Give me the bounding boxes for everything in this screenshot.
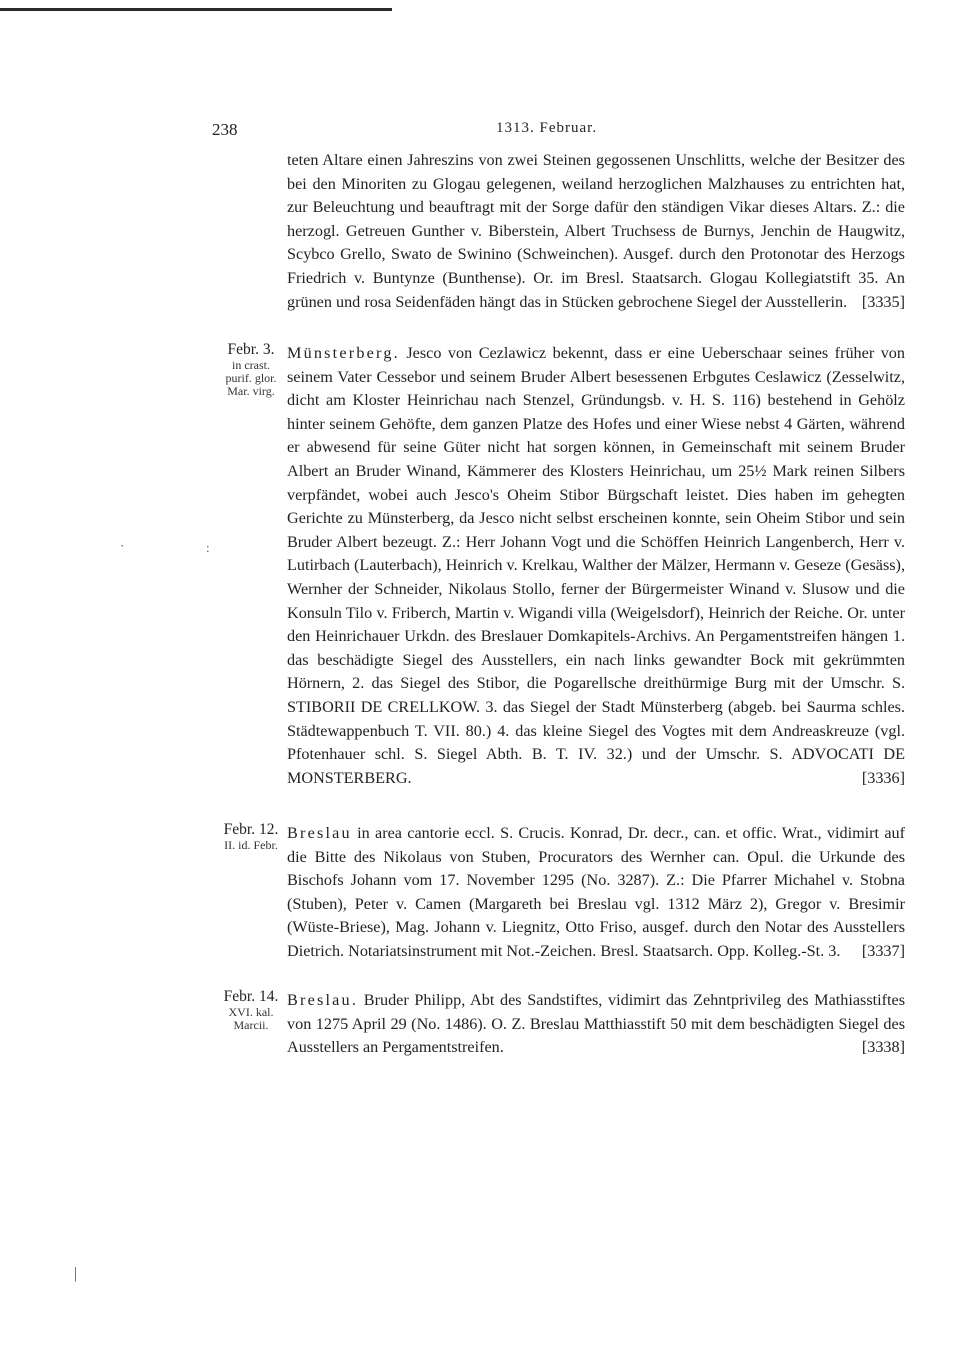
margin-date	[215, 822, 287, 852]
margin-note: Marcii.	[233, 1017, 269, 1032]
margin-note: in crast.	[232, 357, 270, 372]
scan-mark: |	[74, 1265, 78, 1282]
entry-body: Jesco von Cezlawicz bekennt, dass er eine Ueberschaar seines früher von seinem Vater Cessebor und seinem Bruder Albert besessenen Erbgutes Ceslawicz (Zesselwitz, dicht am Kloster Heinrichau nach Stenzel, Gründungsb. v. H. S. 116) bestehend in Gehölz hinter seinem Gehöfte, dem ganzen Platze des Hofes und einer Wiese nebst 4 Gärten, während er abwesend für seine Güter nicht hat sorgen können, in Gemeinschaft mit seinem Bruder Albert an Bruder Winand, Kämmerer des Klosters Heinrichau, um 25½ Mark reinen Silbers verpfändet, wobei auch Jesco's Oheim Stibor Bürgschaft leistet. Dies haben im gehegten Gerichte zu Münsterberg, da Jesco nicht selbst erscheinen konnte, sein Oheim Stibor und sein Bruder Albert bezeugt. Z.: Herr Johann Vogt und die Schöffen Heinrich Langenberch, Herr v. Lutirbach (Lauterbach), Heinrich v. Krelkau, Walther der Mälzer, Hermann v. Geseze (Gesäss), Wernher der Schneider, Nikolaus Stollo, ferner der Bürgermeister Winand v. Slusow und die Konsuln Tilo v. Friberch, Martin v. Wigandi villa (Weigelsdorf), Heinrich der Reiche. Or. unter den Heinrichauer Urkdn. des Breslauer Domkapitels-Archivs. An Pergamentstreifen hängen 1. das beschädigte Siegel des Ausstellers, ein nach links gewandter Bock mit gekrümmten Hörnern, 2. das Siegel des Stibor, die Pogarellsche dreithürmige Burg mit der Umschr. S. STIBORII DE CRELLKOW. 3. das Siegel der Stadt Münsterberg (abgeb. bei Saurma schles. Städtewappenbuch T. VII. 80.) 4. das kleine Siegel des Vogtes mit dem Andreaskreuze (vgl. Pfotenhauer schl. S. Siegel Abth. B. T. IV. 32.) und der Umschr. S. ADVOCATI DE MONSTERBERG.	[287, 344, 905, 787]
margin-note: II. id. Febr.	[224, 837, 278, 852]
entry-3338	[215, 989, 905, 1060]
entry-body: Bruder Philipp, Abt des Sandstiftes, vidimirt das Zehntprivileg des Mathiasstiftes von 1275 April 29 (No. 1486). O. Z. Breslau Matthiasstift 50 mit dem beschädigten Siegel des Ausstellers an Pergamentstreifen.	[287, 991, 905, 1057]
entry-text	[287, 342, 905, 790]
entry-3337	[215, 822, 905, 964]
continuation-text: teten Altare einen Jahreszins von zwei Steinen gegossenen Unschlitts, welche der Besitzer des bei den Minoriten zu Glogau gelegenen, weiland herzoglichen Malzhauses zu entrichten hat, zur Beleuchtung und beauftragt mit der Sorge dafür den ständigen Vikar dieses Altars. Z.: die herzogl. Getreuen Gunther v. Biberstein, Albert Truchsess de Burnys, Jenchin de Haugwitz, Scybco Grello, Swato de Swinino (Schweinchen). Ausgef. durch den Protonotar des Herzogs Friedrich v. Buntynze (Bunthense). Or. im Bresl. Staatsarch. Glogau Kollegiatstift 35. An grünen und rosa Seidenfäden hängt das in Stücken gebrochene Siegel der Ausstellerin. [3335]	[287, 149, 905, 314]
entry-text	[287, 822, 905, 964]
running-head: 1313. Februar.	[496, 120, 598, 136]
document-number: [3338]	[861, 1038, 905, 1057]
entry-place: Breslau	[287, 824, 352, 842]
entry-body: in area cantorie eccl. S. Crucis. Konrad, Dr. decr., can. et offic. Wrat., vidimirt auf die Bitte des Nikolaus von Stuben, Procurators des Wernher can. Opul. die Urkunde des Bischofs Johann vom 17. November 1295 (No. 3287). Z.: Die Pfarrer Michahel v. Stobna (Stuben), Peter v. Camen (Margareth bei Breslau vgl. 1312 März 2), Gregor v. Bresimir (Wüste-Briese), Mag. Johann v. Liegnitz, Otto Friso, ausgef. durch den Notar des Ausstellers Dietrich. Notariatsinstrument mit Not.-Zeichen. Bresl. Staatsarch. Opp. Kolleg.-St. 3.	[287, 824, 906, 960]
entry-place: Münsterberg.	[287, 344, 400, 362]
margin-note: purif. glor.	[225, 370, 277, 385]
continuation-entry	[215, 149, 905, 314]
page-number: 238	[212, 120, 238, 139]
entry-place: Breslau.	[287, 991, 359, 1009]
margin-note: Mar. virg.	[227, 383, 275, 398]
entry-3336	[215, 342, 905, 790]
margin-date	[215, 989, 287, 1032]
entry-date: Febr. 3.	[227, 341, 275, 358]
scan-speck: :	[206, 540, 210, 555]
document-number: [3336]	[861, 768, 905, 787]
top-rule	[0, 8, 392, 11]
entry-text	[287, 989, 905, 1060]
margin-note: XVI. kal.	[228, 1004, 274, 1019]
entry-date: Febr. 14.	[223, 988, 279, 1005]
margin-date	[215, 342, 287, 398]
document-number: [3337]	[861, 941, 905, 960]
entry-date: Febr. 12.	[223, 821, 279, 838]
scan-speck: ·	[120, 538, 125, 553]
document-number: [3335]	[861, 292, 905, 311]
